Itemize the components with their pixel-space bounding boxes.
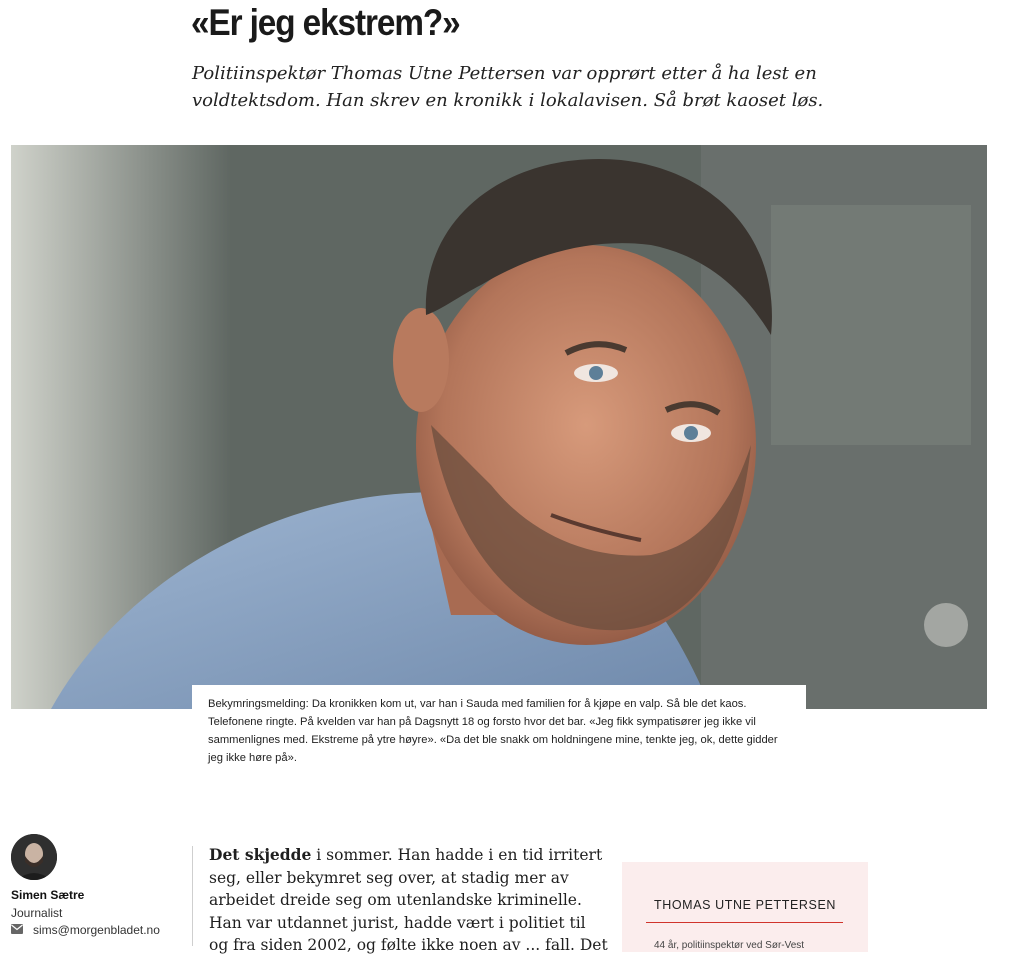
author-role: Journalist [11, 906, 63, 920]
article-headline: «Er jeg ekstrem?» [191, 2, 460, 43]
fact-box [622, 862, 868, 952]
fact-box-title: THOMAS UTNE PETTERSEN [654, 898, 837, 912]
author-avatar[interactable] [11, 834, 57, 880]
body-lead-words: Det skjedde [209, 845, 312, 864]
article-body [209, 844, 609, 957]
article-photo [11, 145, 987, 709]
author-email-text: sims@morgenbladet.no [33, 923, 160, 937]
author-name[interactable]: Simen Sætre [11, 888, 85, 902]
body-paragraph: i sommer. Han hadde i en tid irritert seg, eller bekymret seg over, at stadig mer av arbeidet dreide seg om utenlandske kriminelle. Han var utdannet jurist, hadde vært i politiet til og fra siden 2002, og følte ikke noen av ... fall. Det [209, 846, 608, 954]
author-block [11, 834, 181, 937]
fact-box-text: 44 år, politiinspektør ved Sør-Vest [654, 940, 805, 951]
envelope-icon [11, 923, 23, 937]
fact-box-rule [646, 922, 843, 923]
column-divider [192, 846, 193, 946]
author-email-link[interactable] [11, 923, 181, 937]
photo-caption: Bekymringsmelding: Da kronikken kom ut, var han i Sauda med familien for å kjøpe en valp. Så ble det kaos. Telefonene ringte. På kvelden var han på Dagsnytt 18 og forsto hvor det bar. «Jeg fikk sympatisører jeg ikke vil sammenlignes med. Ekstreme på ytre høyre». «Da det ble snakk om holdningene mine, tenkte jeg, ok, dette gidder jeg ikke høre på». [192, 685, 806, 779]
article-lead: Politiinspektør Thomas Utne Pettersen var opprørt etter å ha lest en voldtektsdom. Han skrev en kronikk i lokalavisen. Så brøt kaoset løs. [192, 63, 824, 111]
